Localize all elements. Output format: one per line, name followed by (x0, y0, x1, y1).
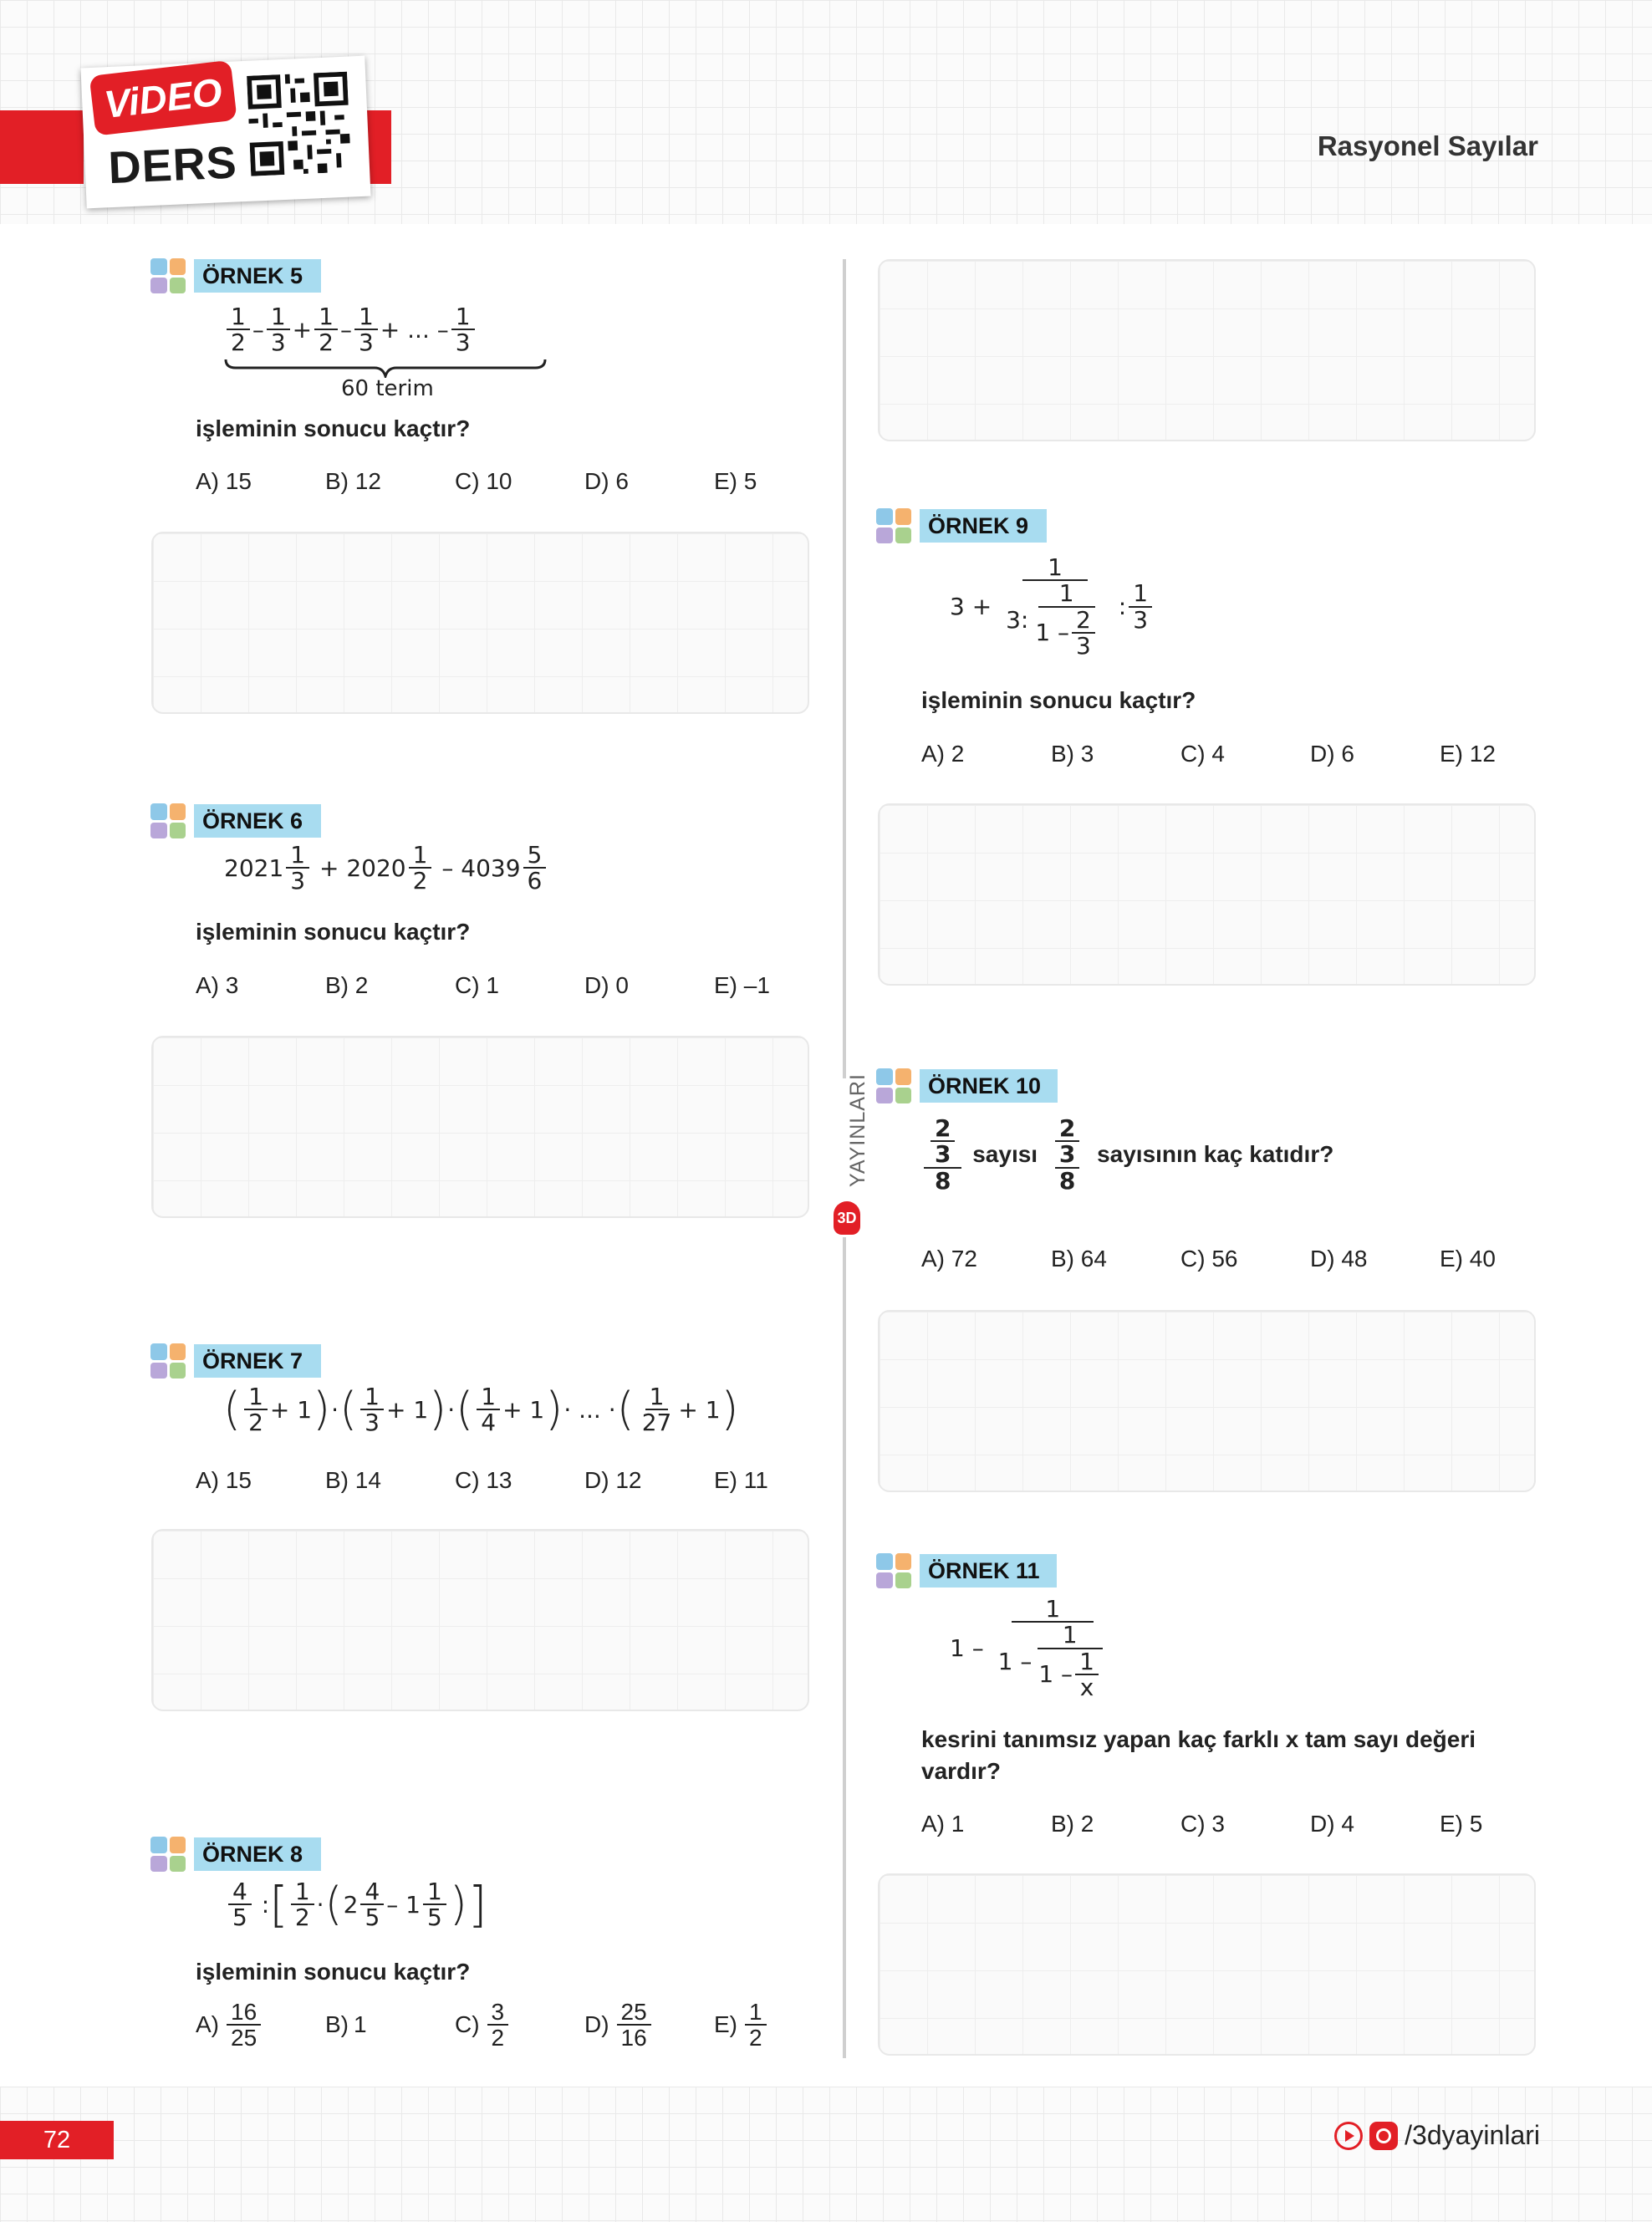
question-line-2: vardır? (921, 1758, 1001, 1784)
example-7-expression: ( 1 2 + 1 ) · ( 1 3 + 1 ) · ( 1 4 + 1 ) · ... · ( 1 27 + 1 ) (223, 1383, 739, 1437)
solution-area[interactable] (878, 1873, 1536, 2056)
option-d[interactable]: D) 6 (1310, 741, 1354, 767)
example-5-expression: 1 2 – 1 3 + 1 2 – 1 3 + ... – 1 3 (224, 304, 477, 355)
example-label: ÖRNEK 11 (920, 1554, 1057, 1588)
option-e[interactable]: E) –1 (714, 972, 770, 998)
example-6-tag (150, 803, 321, 838)
option-a[interactable]: A) 2 (921, 741, 965, 767)
solution-area[interactable] (151, 532, 809, 714)
option-c[interactable]: C) 4 (1180, 741, 1225, 767)
example-6-question: işleminin sonucu kaçtır? (196, 919, 471, 945)
example-10-expression: $\frac{2}{3}$ 8 sayısı 2 $\frac{3}{8}$ sayısının kaç katıdır? (921, 1116, 1333, 1193)
page-number: 72 (0, 2121, 114, 2159)
option-a[interactable]: A) 1 (921, 1811, 965, 1837)
example-label: ÖRNEK 7 (194, 1344, 321, 1378)
word-sayisinin: sayısının kaç katıdır? (1097, 1141, 1334, 1168)
option-d[interactable]: D) 48 (1310, 1246, 1368, 1272)
youtube-icon[interactable] (1334, 2122, 1363, 2150)
option-c[interactable]: C) 3 2 (455, 2000, 584, 2051)
publisher-logo-icon: 3D (834, 1201, 860, 1235)
example-label: ÖRNEK 5 (194, 259, 321, 293)
video-lesson-card[interactable] (80, 56, 370, 209)
option-a[interactable]: A) 3 (196, 972, 239, 998)
option-a[interactable]: A) 16 25 (196, 2000, 325, 2051)
option-c[interactable]: C) 56 (1180, 1246, 1238, 1272)
option-c[interactable]: C) 3 (1180, 1811, 1225, 1837)
option-e[interactable]: E) 5 (1440, 1811, 1483, 1837)
option-e[interactable]: E) 1 2 (714, 2000, 844, 2051)
grid-squares-icon (876, 508, 911, 543)
option-e[interactable]: E) 12 (1440, 741, 1496, 767)
option-a[interactable]: A) 15 (196, 1467, 252, 1493)
option-b[interactable]: B) 64 (1051, 1246, 1107, 1272)
chapter-title: Rasyonel Sayılar (1317, 130, 1538, 161)
example-label: ÖRNEK 10 (920, 1069, 1058, 1103)
option-d[interactable]: D) 6 (584, 468, 629, 494)
example-label: ÖRNEK 8 (194, 1837, 321, 1871)
option-e[interactable]: E) 5 (714, 468, 757, 494)
grid-squares-icon (150, 258, 186, 293)
option-c[interactable]: C) 10 (455, 468, 512, 494)
solution-area[interactable] (151, 1036, 809, 1218)
option-b[interactable]: B) 2 (1051, 1811, 1094, 1837)
example-5-tag (150, 258, 321, 293)
example-9-tag (876, 508, 1047, 543)
example-6-options (196, 972, 844, 999)
example-11-options (921, 1811, 1569, 1837)
option-c[interactable]: C) 13 (455, 1467, 512, 1493)
option-d[interactable]: D) 0 (584, 972, 629, 998)
footer-background (0, 2087, 1652, 2222)
grid-squares-icon (150, 803, 186, 838)
option-b[interactable]: B) 2 (325, 972, 369, 998)
grid-squares-icon (876, 1068, 911, 1103)
grid-squares-icon (150, 1343, 186, 1379)
example-6-expression: 2021 1 3 + 2020 1 2 – 4039 5 6 (224, 843, 548, 894)
brace-label: 60 terim (341, 376, 434, 401)
example-10-options (921, 1246, 1569, 1272)
example-7-options (196, 1467, 844, 1494)
social-handle: /3dyayinlari (1405, 2120, 1540, 2150)
video-badge: ViDEO (89, 60, 237, 136)
underbrace (224, 358, 547, 378)
option-d[interactable]: D) 4 (1310, 1811, 1354, 1837)
social-links[interactable] (1334, 2120, 1540, 2151)
example-5-question: işleminin sonucu kaçtır? (196, 415, 471, 441)
option-a[interactable]: A) 72 (921, 1246, 977, 1272)
example-5-options (196, 468, 844, 495)
example-7-tag (150, 1343, 321, 1379)
option-c[interactable]: C) 1 (455, 972, 499, 998)
solution-area[interactable] (878, 803, 1536, 986)
instagram-icon[interactable] (1369, 2122, 1398, 2150)
option-b[interactable]: B) 1 (325, 2011, 367, 2038)
option-b[interactable]: B) 14 (325, 1467, 381, 1493)
example-8-question: işleminin sonucu kaçtır? (196, 1959, 471, 1985)
solution-area[interactable] (151, 1529, 809, 1711)
header-red-bar-left (0, 110, 84, 184)
ders-label: DERS (107, 137, 238, 194)
option-b[interactable]: B) 3 (1051, 741, 1094, 767)
question-line-1: kesrini tanımsız yapan kaç farklı x tam sayı değeri (921, 1726, 1476, 1752)
option-e[interactable]: E) 40 (1440, 1246, 1496, 1272)
solution-area[interactable] (878, 259, 1536, 441)
example-8-options (196, 2000, 844, 2051)
option-d[interactable]: D) 12 (584, 1467, 642, 1493)
example-label: ÖRNEK 9 (920, 509, 1047, 543)
example-11-tag (876, 1553, 1057, 1588)
example-label: ÖRNEK 6 (194, 804, 321, 838)
word-sayisi: sayısı (972, 1141, 1038, 1168)
solution-area[interactable] (878, 1310, 1536, 1492)
option-d[interactable]: D) 25 16 (584, 2000, 714, 2051)
example-8-expression: 4 5 : [ 1 2 · ( 2 4 5 – 1 1 5 ) ] (226, 1879, 487, 1930)
example-11-question (921, 1724, 1476, 1787)
publisher-text: YAYINLARI (846, 1073, 869, 1187)
option-b[interactable]: B) 12 (325, 468, 381, 494)
option-a[interactable]: A) 15 (196, 468, 252, 494)
option-e[interactable]: E) 11 (714, 1467, 768, 1493)
example-8-tag (150, 1837, 321, 1872)
grid-squares-icon (876, 1553, 911, 1588)
example-10-tag (876, 1068, 1058, 1103)
example-9-question: işleminin sonucu kaçtır? (921, 687, 1196, 713)
example-11-expression: 1 – 1 1 – 1 1 – 1 x (950, 1597, 1114, 1700)
qr-code-icon[interactable] (247, 72, 351, 176)
grid-squares-icon (150, 1837, 186, 1872)
example-9-options (921, 741, 1569, 767)
example-9-expression: 3 + 1 3: 1 1 – 2 3 : 1 3 (950, 555, 1155, 659)
